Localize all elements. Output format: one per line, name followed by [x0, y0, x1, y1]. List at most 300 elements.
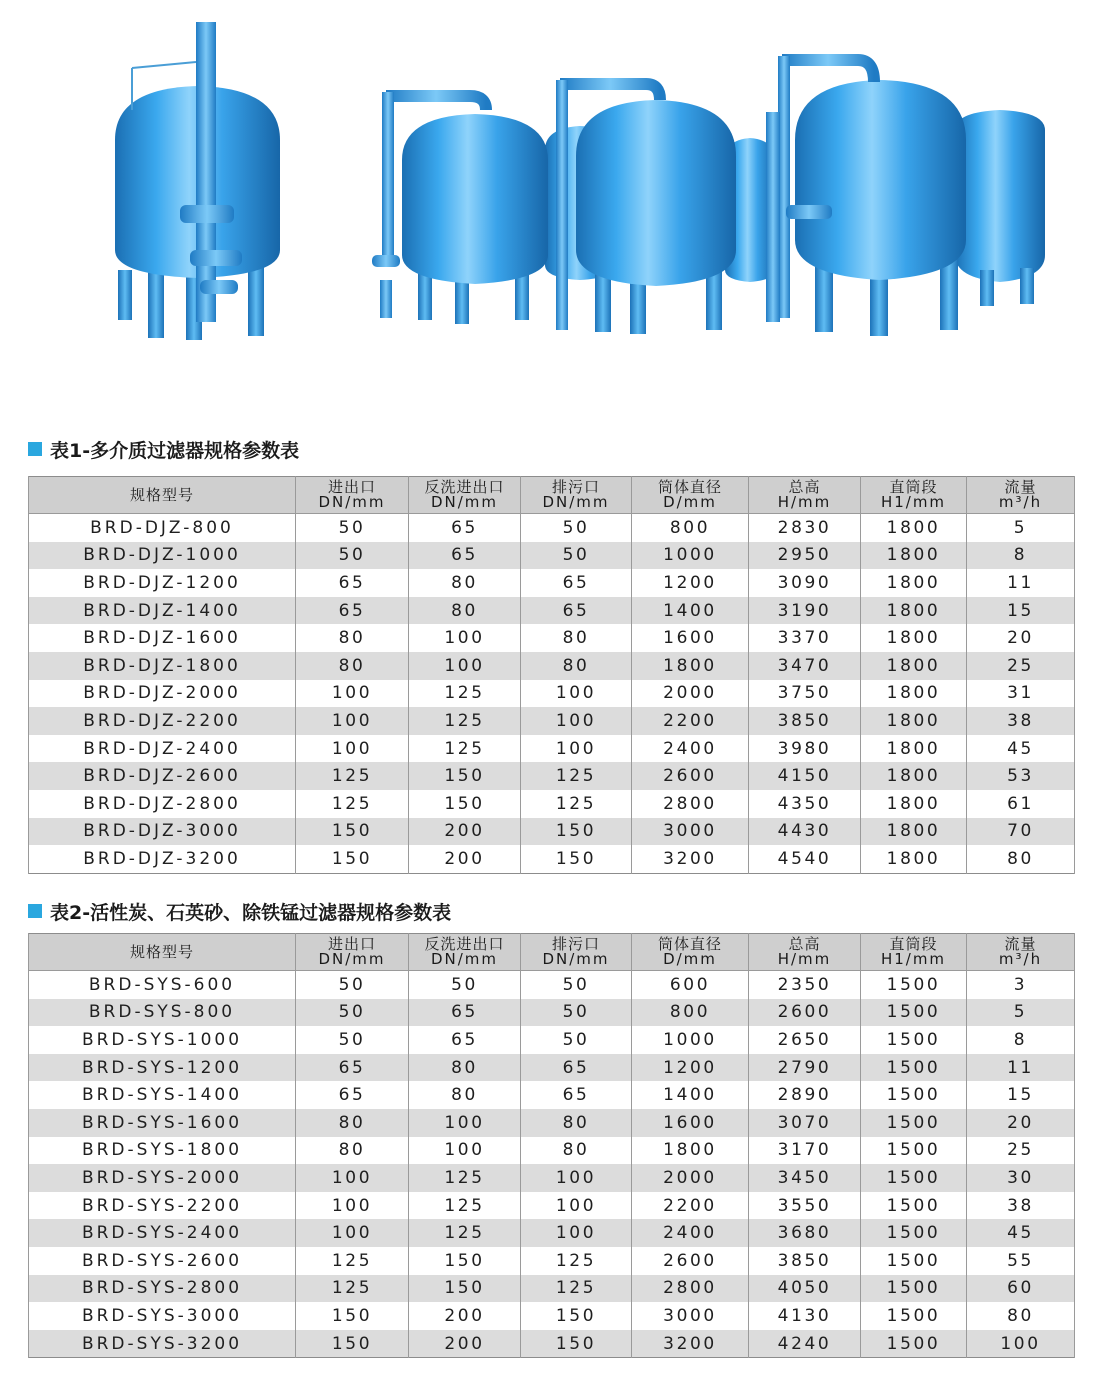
table-row: [29, 999, 1075, 1027]
value-cell: 80: [521, 1109, 632, 1137]
value-cell: 45: [967, 1219, 1075, 1247]
value-cell: 125: [521, 1275, 632, 1303]
column-header-unit: DN/mm: [430, 493, 499, 511]
table-row: [29, 1026, 1075, 1054]
value-cell: 1800: [861, 652, 967, 680]
value-cell: 2200: [632, 1192, 749, 1220]
value-cell: 38: [967, 707, 1075, 735]
value-cell: 65: [296, 1081, 409, 1109]
value-cell: 2950: [749, 542, 861, 570]
table-row: [29, 707, 1075, 735]
value-cell: 1800: [632, 1137, 749, 1165]
column-header-label: 反洗进出口: [424, 478, 505, 496]
value-cell: 150: [409, 1247, 521, 1275]
value-cell: 125: [296, 1275, 409, 1303]
value-cell: 4050: [749, 1275, 861, 1303]
value-cell: 65: [296, 1054, 409, 1082]
table-row: [29, 1192, 1075, 1220]
value-cell: 2790: [749, 1054, 861, 1082]
value-cell: 125: [296, 790, 409, 818]
value-cell: 3550: [749, 1192, 861, 1220]
table-row: [29, 1164, 1075, 1192]
table-row: [29, 624, 1075, 652]
value-cell: 1800: [632, 652, 749, 680]
model-cell: BRD-SYS-800: [29, 999, 296, 1027]
value-cell: 1400: [632, 597, 749, 625]
column-header-label: 筒体直径: [657, 935, 722, 953]
column-header: [296, 934, 409, 971]
column-header: [967, 934, 1075, 971]
table-row: [29, 1137, 1075, 1165]
value-cell: 2650: [749, 1026, 861, 1054]
column-header-label: 总高: [788, 935, 821, 953]
value-cell: 150: [296, 1330, 409, 1358]
value-cell: 80: [409, 569, 521, 597]
value-cell: 1800: [861, 790, 967, 818]
model-cell: BRD-DJZ-3000: [29, 818, 296, 846]
value-cell: 100: [521, 1192, 632, 1220]
column-header-label: 排污口: [551, 478, 600, 496]
value-cell: 1500: [861, 1137, 967, 1165]
value-cell: 65: [296, 569, 409, 597]
value-cell: 50: [521, 514, 632, 542]
value-cell: 150: [521, 1330, 632, 1358]
value-cell: 3090: [749, 569, 861, 597]
column-header-unit: D/mm: [663, 950, 717, 968]
table-row: [29, 971, 1075, 999]
column-header: [521, 477, 632, 514]
value-cell: 31: [967, 680, 1075, 708]
value-cell: 50: [521, 999, 632, 1027]
value-cell: 200: [409, 1302, 521, 1330]
column-header: [296, 477, 409, 514]
model-cell: BRD-DJZ-1800: [29, 652, 296, 680]
value-cell: 3200: [632, 1330, 749, 1358]
table-row: [29, 680, 1075, 708]
column-header-label: 流量: [1004, 478, 1037, 496]
table-row: [29, 597, 1075, 625]
value-cell: 100: [967, 1330, 1075, 1358]
value-cell: 11: [967, 569, 1075, 597]
value-cell: 100: [409, 1137, 521, 1165]
value-cell: 100: [409, 1109, 521, 1137]
value-cell: 100: [521, 735, 632, 763]
spec-table-1: [28, 476, 1075, 874]
value-cell: 80: [967, 1302, 1075, 1330]
value-cell: 1500: [861, 971, 967, 999]
value-cell: 2000: [632, 1164, 749, 1192]
value-cell: 800: [632, 514, 749, 542]
value-cell: 60: [967, 1275, 1075, 1303]
column-header: [29, 934, 296, 971]
value-cell: 100: [521, 707, 632, 735]
value-cell: 3850: [749, 1247, 861, 1275]
value-cell: 1800: [861, 542, 967, 570]
column-header: [29, 477, 296, 514]
value-cell: 1500: [861, 1275, 967, 1303]
value-cell: 1800: [861, 624, 967, 652]
value-cell: 2400: [632, 735, 749, 763]
value-cell: 3370: [749, 624, 861, 652]
value-cell: 70: [967, 818, 1075, 846]
value-cell: 125: [409, 707, 521, 735]
value-cell: 1800: [861, 680, 967, 708]
value-cell: 125: [409, 1219, 521, 1247]
column-header: [861, 477, 967, 514]
table-row: [29, 1302, 1075, 1330]
value-cell: 1500: [861, 1081, 967, 1109]
table-row: [29, 1330, 1075, 1358]
column-header: [861, 934, 967, 971]
value-cell: 30: [967, 1164, 1075, 1192]
value-cell: 1400: [632, 1081, 749, 1109]
value-cell: 200: [409, 1330, 521, 1358]
product-photos: [0, 0, 1098, 380]
column-header-label: 筒体直径: [657, 478, 722, 496]
column-header-label: 规格型号: [129, 942, 194, 961]
table-row: [29, 818, 1075, 846]
table-row: [29, 1275, 1075, 1303]
value-cell: 3000: [632, 1302, 749, 1330]
value-cell: 2350: [749, 971, 861, 999]
model-cell: BRD-DJZ-2600: [29, 762, 296, 790]
value-cell: 150: [296, 845, 409, 873]
value-cell: 2890: [749, 1081, 861, 1109]
value-cell: 1500: [861, 1330, 967, 1358]
value-cell: 80: [521, 652, 632, 680]
value-cell: 1800: [861, 735, 967, 763]
value-cell: 1600: [632, 624, 749, 652]
value-cell: 100: [296, 680, 409, 708]
value-cell: 20: [967, 1109, 1075, 1137]
table-row: [29, 652, 1075, 680]
value-cell: 38: [967, 1192, 1075, 1220]
value-cell: 45: [967, 735, 1075, 763]
table-row: [29, 1247, 1075, 1275]
value-cell: 150: [521, 845, 632, 873]
column-header: [409, 477, 521, 514]
value-cell: 2000: [632, 680, 749, 708]
value-cell: 1800: [861, 845, 967, 873]
column-header-unit: DN/mm: [542, 493, 610, 511]
column-header-label: 流量: [1004, 935, 1037, 953]
model-cell: BRD-SYS-2200: [29, 1192, 296, 1220]
value-cell: 25: [967, 652, 1075, 680]
value-cell: 125: [296, 1247, 409, 1275]
table-row: [29, 845, 1075, 873]
tank-left: [115, 22, 280, 340]
value-cell: 2400: [632, 1219, 749, 1247]
column-header-label: 总高: [788, 478, 821, 496]
value-cell: 4350: [749, 790, 861, 818]
value-cell: 61: [967, 790, 1075, 818]
value-cell: 125: [521, 762, 632, 790]
table1-title: [28, 436, 299, 462]
value-cell: 200: [409, 845, 521, 873]
table-row: [29, 1054, 1075, 1082]
value-cell: 1500: [861, 1164, 967, 1192]
value-cell: 2600: [632, 1247, 749, 1275]
filter-tanks-image: [0, 0, 1098, 380]
column-header-label: 直筒段: [889, 935, 938, 953]
value-cell: 200: [409, 818, 521, 846]
value-cell: 1800: [861, 514, 967, 542]
table-header-row: [29, 934, 1075, 971]
value-cell: 80: [967, 845, 1075, 873]
value-cell: 50: [296, 1026, 409, 1054]
value-cell: 4430: [749, 818, 861, 846]
value-cell: 20: [967, 624, 1075, 652]
value-cell: 50: [521, 542, 632, 570]
value-cell: 125: [521, 790, 632, 818]
value-cell: 5: [967, 999, 1075, 1027]
value-cell: 3750: [749, 680, 861, 708]
value-cell: 1000: [632, 1026, 749, 1054]
model-cell: BRD-SYS-2800: [29, 1275, 296, 1303]
value-cell: 50: [296, 542, 409, 570]
value-cell: 50: [296, 514, 409, 542]
model-cell: BRD-SYS-2000: [29, 1164, 296, 1192]
model-cell: BRD-SYS-1200: [29, 1054, 296, 1082]
column-header-unit: D/mm: [663, 493, 717, 511]
table-row: [29, 790, 1075, 818]
value-cell: 100: [296, 1164, 409, 1192]
model-cell: BRD-DJZ-800: [29, 514, 296, 542]
value-cell: 2200: [632, 707, 749, 735]
column-header-unit: H1/mm: [880, 493, 947, 511]
value-cell: 150: [296, 1302, 409, 1330]
value-cell: 150: [409, 790, 521, 818]
value-cell: 80: [296, 652, 409, 680]
value-cell: 65: [409, 514, 521, 542]
column-header-unit: DN/mm: [318, 493, 386, 511]
column-header: [749, 934, 861, 971]
value-cell: 80: [521, 624, 632, 652]
table-row: [29, 1109, 1075, 1137]
value-cell: 1800: [861, 597, 967, 625]
value-cell: 1800: [861, 569, 967, 597]
value-cell: 1500: [861, 1109, 967, 1137]
column-header: [632, 477, 749, 514]
value-cell: 2800: [632, 1275, 749, 1303]
value-cell: 3850: [749, 707, 861, 735]
value-cell: 80: [409, 597, 521, 625]
value-cell: 1600: [632, 1109, 749, 1137]
model-cell: BRD-DJZ-3200: [29, 845, 296, 873]
value-cell: 1800: [861, 818, 967, 846]
value-cell: 5: [967, 514, 1075, 542]
column-header-label: 进出口: [327, 935, 376, 953]
value-cell: 1200: [632, 1054, 749, 1082]
value-cell: 50: [296, 971, 409, 999]
value-cell: 1800: [861, 707, 967, 735]
value-cell: 55: [967, 1247, 1075, 1275]
value-cell: 1800: [861, 762, 967, 790]
table-row: [29, 542, 1075, 570]
value-cell: 1500: [861, 1026, 967, 1054]
value-cell: 53: [967, 762, 1075, 790]
column-header-unit: m³/h: [998, 950, 1043, 968]
value-cell: 65: [521, 1081, 632, 1109]
value-cell: 50: [296, 999, 409, 1027]
value-cell: 125: [296, 762, 409, 790]
table-row: [29, 569, 1075, 597]
model-cell: BRD-DJZ-1600: [29, 624, 296, 652]
model-cell: BRD-DJZ-2000: [29, 680, 296, 708]
table-row: [29, 514, 1075, 542]
model-cell: BRD-SYS-1400: [29, 1081, 296, 1109]
model-cell: BRD-DJZ-2200: [29, 707, 296, 735]
value-cell: 3: [967, 971, 1075, 999]
column-header-unit: DN/mm: [542, 950, 610, 968]
value-cell: 11: [967, 1054, 1075, 1082]
value-cell: 3980: [749, 735, 861, 763]
column-header-label: 进出口: [327, 478, 376, 496]
value-cell: 100: [409, 624, 521, 652]
value-cell: 80: [521, 1137, 632, 1165]
value-cell: 4150: [749, 762, 861, 790]
value-cell: 65: [409, 542, 521, 570]
value-cell: 65: [409, 1026, 521, 1054]
model-cell: BRD-SYS-600: [29, 971, 296, 999]
table-row: [29, 735, 1075, 763]
value-cell: 100: [296, 707, 409, 735]
value-cell: 100: [296, 1219, 409, 1247]
value-cell: 3680: [749, 1219, 861, 1247]
table-row: [29, 1219, 1075, 1247]
model-cell: BRD-DJZ-1400: [29, 597, 296, 625]
value-cell: 8: [967, 542, 1075, 570]
value-cell: 80: [296, 624, 409, 652]
value-cell: 3190: [749, 597, 861, 625]
value-cell: 125: [521, 1247, 632, 1275]
value-cell: 1000: [632, 542, 749, 570]
column-header-unit: DN/mm: [430, 950, 499, 968]
value-cell: 80: [296, 1109, 409, 1137]
value-cell: 80: [409, 1054, 521, 1082]
value-cell: 100: [409, 652, 521, 680]
value-cell: 100: [521, 1164, 632, 1192]
model-cell: BRD-DJZ-1200: [29, 569, 296, 597]
value-cell: 65: [521, 1054, 632, 1082]
value-cell: 150: [296, 818, 409, 846]
table-header-row: [29, 477, 1075, 514]
value-cell: 4240: [749, 1330, 861, 1358]
value-cell: 150: [409, 762, 521, 790]
table2-title-text: 表2-活性炭、石英砂、除铁锰过滤器规格参数表: [50, 901, 452, 924]
value-cell: 2800: [632, 790, 749, 818]
value-cell: 3200: [632, 845, 749, 873]
model-cell: BRD-SYS-3200: [29, 1330, 296, 1358]
value-cell: 1500: [861, 1219, 967, 1247]
model-cell: BRD-SYS-2600: [29, 1247, 296, 1275]
value-cell: 65: [521, 597, 632, 625]
model-cell: BRD-SYS-1800: [29, 1137, 296, 1165]
value-cell: 1500: [861, 1054, 967, 1082]
spec-table-2: [28, 933, 1075, 1358]
value-cell: 125: [409, 680, 521, 708]
value-cell: 100: [296, 1192, 409, 1220]
value-cell: 3070: [749, 1109, 861, 1137]
value-cell: 100: [296, 735, 409, 763]
column-header: [632, 934, 749, 971]
value-cell: 80: [409, 1081, 521, 1109]
value-cell: 65: [409, 999, 521, 1027]
value-cell: 1500: [861, 999, 967, 1027]
column-header-unit: DN/mm: [318, 950, 386, 968]
value-cell: 1500: [861, 1302, 967, 1330]
column-header-label: 反洗进出口: [424, 935, 505, 953]
value-cell: 125: [409, 1164, 521, 1192]
section-marker-icon: [28, 442, 42, 456]
column-header-unit: H/mm: [777, 950, 832, 968]
value-cell: 150: [521, 1302, 632, 1330]
value-cell: 15: [967, 597, 1075, 625]
value-cell: 1500: [861, 1192, 967, 1220]
value-cell: 3170: [749, 1137, 861, 1165]
value-cell: 4130: [749, 1302, 861, 1330]
model-cell: BRD-DJZ-1000: [29, 542, 296, 570]
value-cell: 125: [409, 735, 521, 763]
column-header: [749, 477, 861, 514]
value-cell: 4540: [749, 845, 861, 873]
value-cell: 100: [521, 1219, 632, 1247]
column-header-label: 排污口: [551, 935, 600, 953]
model-cell: BRD-SYS-3000: [29, 1302, 296, 1330]
table1-title-text: 表1-多介质过滤器规格参数表: [50, 439, 300, 462]
value-cell: 3000: [632, 818, 749, 846]
table-row: [29, 762, 1075, 790]
value-cell: 65: [521, 569, 632, 597]
column-header-unit: H/mm: [777, 493, 832, 511]
value-cell: 3470: [749, 652, 861, 680]
column-header-unit: H1/mm: [880, 950, 947, 968]
column-header: [967, 477, 1075, 514]
value-cell: 100: [521, 680, 632, 708]
value-cell: 125: [409, 1192, 521, 1220]
value-cell: 1200: [632, 569, 749, 597]
value-cell: 150: [409, 1275, 521, 1303]
value-cell: 25: [967, 1137, 1075, 1165]
column-header: [409, 934, 521, 971]
value-cell: 600: [632, 971, 749, 999]
value-cell: 3450: [749, 1164, 861, 1192]
value-cell: 8: [967, 1026, 1075, 1054]
column-header-unit: m³/h: [998, 493, 1043, 511]
column-header-label: 直筒段: [889, 478, 938, 496]
model-cell: BRD-DJZ-2800: [29, 790, 296, 818]
value-cell: 50: [409, 971, 521, 999]
value-cell: 1500: [861, 1247, 967, 1275]
table-row: [29, 1081, 1075, 1109]
value-cell: 80: [296, 1137, 409, 1165]
value-cell: 50: [521, 1026, 632, 1054]
value-cell: 2600: [632, 762, 749, 790]
model-cell: BRD-SYS-2400: [29, 1219, 296, 1247]
value-cell: 800: [632, 999, 749, 1027]
value-cell: 15: [967, 1081, 1075, 1109]
section-marker-icon: [28, 904, 42, 918]
model-cell: BRD-SYS-1000: [29, 1026, 296, 1054]
column-header-label: 规格型号: [129, 485, 194, 504]
value-cell: 2830: [749, 514, 861, 542]
column-header: [521, 934, 632, 971]
model-cell: BRD-DJZ-2400: [29, 735, 296, 763]
value-cell: 50: [521, 971, 632, 999]
value-cell: 150: [521, 818, 632, 846]
model-cell: BRD-SYS-1600: [29, 1109, 296, 1137]
tank-group: [372, 56, 1045, 336]
